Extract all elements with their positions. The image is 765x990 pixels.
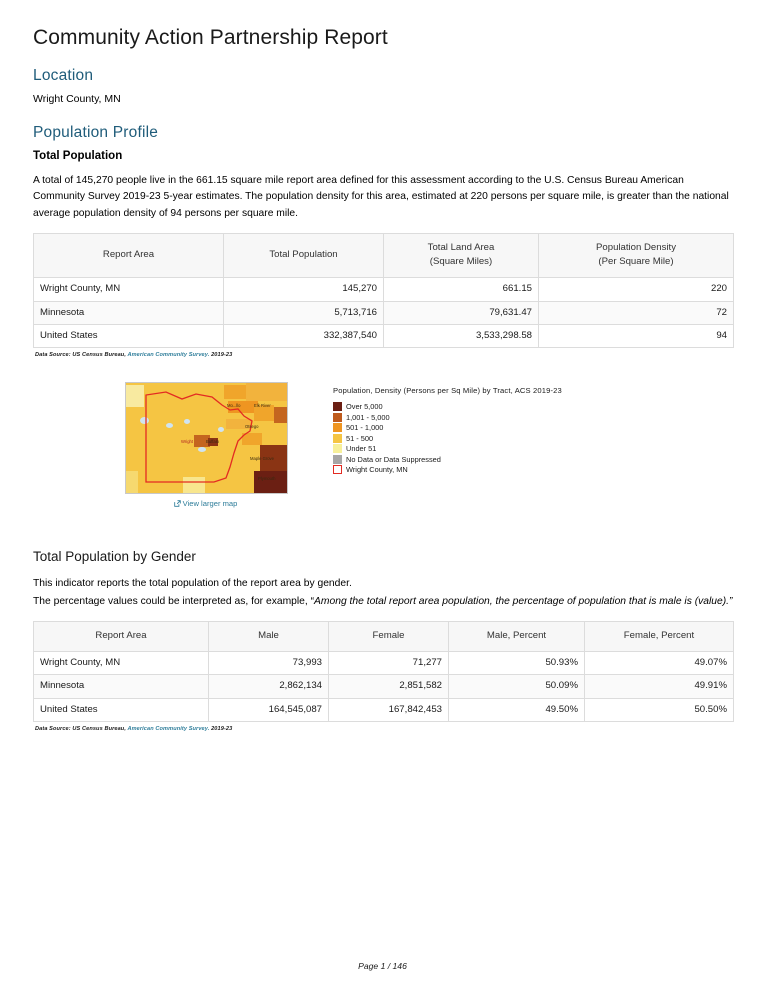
cell-density: 72 — [539, 301, 734, 324]
section-heading-location: Location — [33, 67, 94, 85]
gender-table — [33, 621, 734, 722]
map-and-legend — [33, 382, 733, 509]
legend-label: 501 - 1,000 — [346, 423, 384, 433]
cell-report-area: Minnesota — [34, 675, 209, 698]
gender-paragraph-2-prefix: The percentage values could be interpreted as, for example, “ — [33, 596, 315, 608]
legend-item — [333, 434, 562, 443]
table-row — [34, 278, 734, 301]
cell-report-area: United States — [34, 325, 224, 348]
cell-male-percent: 50.93% — [449, 651, 585, 674]
table-row — [34, 301, 734, 324]
cell-female-percent: 50.50% — [585, 698, 734, 721]
cell-total-population: 145,270 — [224, 278, 384, 301]
legend-item — [333, 423, 562, 432]
cell-land-area: 3,533,298.58 — [384, 325, 539, 348]
table-header-row — [34, 622, 734, 652]
map-label: Mo...llo — [227, 403, 241, 409]
data-source-note — [35, 352, 733, 358]
column-header: Report Area — [34, 622, 209, 652]
page-content — [33, 26, 733, 732]
total-population-table — [33, 233, 734, 349]
column-header-line2: (Per Square Mile) — [598, 256, 674, 268]
column-header-line1: Report Area — [102, 249, 155, 261]
legend-swatch — [333, 402, 342, 411]
view-larger-map-link[interactable] — [125, 499, 286, 509]
cell-male-percent: 49.50% — [449, 698, 585, 721]
cell-land-area: 661.15 — [384, 278, 539, 301]
legend-item — [333, 413, 562, 422]
map-label: Elk River — [254, 403, 271, 409]
column-header — [224, 233, 384, 278]
column-header: Male, Percent — [449, 622, 585, 652]
cell-male: 164,545,087 — [209, 698, 329, 721]
external-link-icon — [174, 500, 181, 509]
legend-item — [333, 455, 562, 464]
legend-item — [333, 444, 562, 453]
legend-label: 51 - 500 — [346, 433, 374, 443]
map-legend — [333, 382, 562, 476]
table-row — [34, 325, 734, 348]
table-row — [34, 675, 734, 698]
legend-item — [333, 402, 562, 411]
source-link[interactable]: American Community Survey. — [127, 726, 210, 733]
cell-total-population: 332,387,540 — [224, 325, 384, 348]
legend-swatch — [333, 444, 342, 453]
cell-male: 2,862,134 — [209, 675, 329, 698]
cell-report-area: Minnesota — [34, 301, 224, 324]
map-label: Maple Grove — [250, 456, 274, 462]
map-label: Otsego — [245, 424, 259, 430]
location-value: Wright County, MN — [33, 93, 121, 106]
legend-swatch — [333, 434, 342, 443]
cell-report-area: Wright County, MN — [34, 651, 209, 674]
cell-female: 167,842,453 — [329, 698, 449, 721]
map-label: Plymouth — [258, 476, 276, 482]
map-label: Buffalo — [206, 439, 219, 445]
indicator-heading-total-population: Total Population — [33, 149, 123, 162]
table-row — [34, 698, 734, 721]
legend-swatch — [333, 455, 342, 464]
legend-label: Over 5,000 — [346, 402, 383, 412]
column-header: Female — [329, 622, 449, 652]
total-population-paragraph: A total of 145,270 people live in the 661.15 square mile report area defined for this assessment according to the U.S. Census Bureau American Community Survey 2019-23 5-year estimates. The population density for this area, estimated at 220 persons per square mile, is greater than the national average population density of 94 persons per square mile. — [33, 174, 729, 219]
table-row — [34, 651, 734, 674]
legend-title: Population, Density (Persons per Sq Mile) by Tract, ACS 2019-23 — [333, 386, 562, 396]
column-header-line1: Total Land Area — [427, 241, 495, 253]
map-label-county: Wright — [181, 439, 194, 445]
legend-label: No Data or Data Suppressed — [346, 454, 441, 464]
cell-female: 2,851,582 — [329, 675, 449, 698]
source-suffix: 2019-23 — [211, 352, 233, 359]
view-larger-map-label: View larger map — [182, 499, 238, 509]
data-source-note — [35, 726, 733, 732]
section-heading-population-profile: Population Profile — [33, 123, 159, 141]
cell-female: 71,277 — [329, 651, 449, 674]
cell-male-percent: 50.09% — [449, 675, 585, 698]
page-footer: Page 1 / 146 — [358, 961, 407, 971]
table-header-row — [34, 233, 734, 278]
cell-total-population: 5,713,716 — [224, 301, 384, 324]
legend-swatch-county — [333, 465, 342, 474]
cell-report-area: Wright County, MN — [34, 278, 224, 301]
page-title: Community Action Partnership Report — [33, 26, 388, 49]
population-density-map[interactable] — [125, 382, 288, 494]
column-header — [34, 233, 224, 278]
cell-male: 73,993 — [209, 651, 329, 674]
gender-paragraph-2-italic: Among the total report area population, the percentage of population that is male is (value).” — [314, 596, 733, 608]
cell-report-area: United States — [34, 698, 209, 721]
column-header-line2: (Square Miles) — [429, 256, 493, 268]
map-column — [33, 382, 333, 509]
cell-density: 220 — [539, 278, 734, 301]
gender-paragraph-1: This indicator reports the total population of the report area by gender. — [33, 577, 352, 589]
source-link[interactable]: American Community Survey. — [127, 352, 210, 359]
column-header — [384, 233, 539, 278]
gender-paragraph-2 — [33, 594, 733, 611]
column-header: Female, Percent — [585, 622, 734, 652]
column-header-line1: Total Population — [269, 249, 338, 261]
legend-label: 1,001 - 5,000 — [346, 412, 390, 422]
legend-label: Under 51 — [346, 444, 377, 454]
indicator-heading-gender: Total Population by Gender — [33, 549, 196, 565]
cell-female-percent: 49.91% — [585, 675, 734, 698]
column-header-line1: Population Density — [596, 241, 676, 253]
column-header — [539, 233, 734, 278]
source-prefix: Data Source: US Census Bureau, — [35, 352, 126, 359]
legend-label: Wright County, MN — [346, 465, 408, 475]
source-suffix: 2019-23 — [211, 726, 233, 733]
legend-item — [333, 465, 562, 474]
cell-density: 94 — [539, 325, 734, 348]
cell-land-area: 79,631.47 — [384, 301, 539, 324]
legend-swatch — [333, 423, 342, 432]
column-header: Male — [209, 622, 329, 652]
legend-swatch — [333, 413, 342, 422]
source-prefix: Data Source: US Census Bureau, — [35, 726, 126, 733]
cell-female-percent: 49.07% — [585, 651, 734, 674]
